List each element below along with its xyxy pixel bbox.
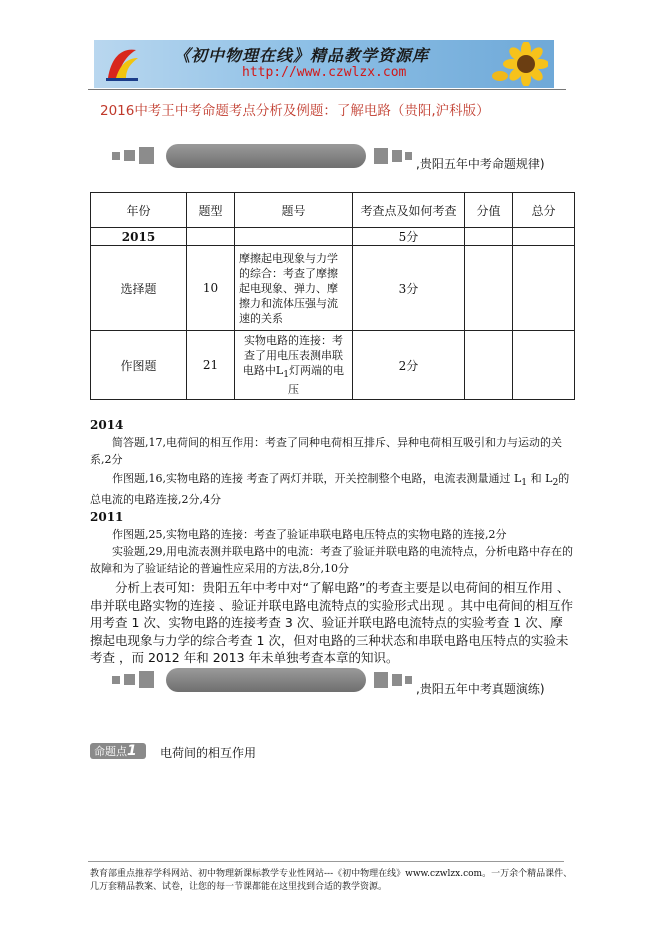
site-logo-icon bbox=[102, 44, 142, 84]
sunflower-icon bbox=[492, 42, 548, 86]
entry-2014-2: 作图题,16,实物电路的连接 考查了两灯并联，开关控制整个电路，电流表测量通过 $L_1$ 和 $L_2$的总电流的电路连接,2分,4分 bbox=[90, 472, 570, 507]
score-cell: 2分 bbox=[353, 331, 465, 400]
point-cell: 摩擦起电现象与力学的综合：考查了摩擦起电现象、弹力、摩擦力和流体压强与流速的关系 bbox=[235, 246, 353, 331]
section-bar-2 bbox=[112, 668, 412, 692]
entry-2014-1: 简答题,17,电荷间的相互作用：考查了同种电荷相互排斥、异种电荷相互吸引和力与运动的关系,2分 bbox=[90, 436, 562, 466]
col-header-type: 题型 bbox=[187, 193, 235, 228]
banner-url[interactable]: http://www.czwlzx.com bbox=[242, 65, 407, 80]
analysis-paragraph: 分析上表可知：贵阳五年中考中对“了解电路”的考查主要是以电荷间的相互作用 、串并联电路实物的连接 、验证并联电路电流特点的实验形式出现 。其中电荷间的相互作用考查 1 次、实物电路的连接考查 3 次、验证并联电路电流特点的实验考查 1 次、摩擦起电现象与力学的综合考查 1 次，但对电路的三种状态和串联电路电压特点的实验未考查 ，而 2012 年和 2013 年未单独考查本章的知识。 bbox=[90, 580, 573, 665]
section-bar-1 bbox=[112, 144, 412, 168]
document-title: 2016中考王中考命题考点分析及例题：了解电路（贵阳,沪科版） bbox=[100, 103, 490, 119]
footer-line-1: 教育部重点推荐学科网站、初中物理新课标教学专业性网站---《初中物理在线》www.czwlzx.com。一万余个精品课件、 bbox=[90, 869, 573, 879]
col-header-year: 年份 bbox=[91, 193, 187, 228]
col-header-total: 总分 bbox=[513, 193, 575, 228]
entry-2011-1: 作图题,25,实物电路的连接：考查了验证串联电路电压特点的实物电路的连接,2分 bbox=[112, 528, 507, 541]
col-header-score: 分值 bbox=[465, 193, 513, 228]
banner-title: 《初中物理在线》精品教学资源库 bbox=[174, 46, 430, 65]
header-divider bbox=[88, 89, 566, 90]
key-point-title: 电荷间的相互作用 bbox=[160, 746, 257, 760]
footer-divider bbox=[88, 861, 564, 862]
score-cell: 3分 bbox=[353, 246, 465, 331]
year-heading-2011: 2011 bbox=[90, 510, 124, 524]
total-cell: 5分 bbox=[353, 228, 465, 246]
table-row bbox=[91, 228, 575, 246]
point-cell: 实物电路的连接：考查了用电压表测串联电路中$L_1$灯两端的电压 bbox=[235, 331, 353, 400]
type-cell: 作图题 bbox=[91, 331, 187, 400]
key-point-badge: 命题点1 bbox=[90, 743, 146, 759]
col-header-point: 考查点及如何考查 bbox=[353, 193, 465, 228]
section-label-practice: ,贵阳五年中考真题演练) bbox=[416, 682, 545, 696]
type-cell: 选择题 bbox=[91, 246, 187, 331]
year-heading-2014: 2014 bbox=[90, 418, 124, 432]
col-header-number: 题号 bbox=[235, 193, 353, 228]
table-row bbox=[91, 246, 575, 331]
footer-line-2: 几万套精品教案、试卷，让您的每一节课都能在这里找到合适的教学资源。 bbox=[90, 882, 388, 892]
header-banner bbox=[94, 40, 554, 88]
exam-rules-table bbox=[90, 192, 575, 400]
year-cell: 2015 bbox=[91, 228, 187, 246]
entry-2011-2: 实验题,29,用电流表测并联电路中的电流：考查了验证并联电路的电流特点，分析电路中存在的故障和为了验证结论的普遍性应采用的方法,8分,10分 bbox=[90, 545, 573, 575]
number-cell: 21 bbox=[187, 331, 235, 400]
table-header-row bbox=[91, 193, 575, 228]
section-label-rules: ,贵阳五年中考命题规律) bbox=[416, 157, 545, 171]
table-row bbox=[91, 331, 575, 400]
number-cell: 10 bbox=[187, 246, 235, 331]
